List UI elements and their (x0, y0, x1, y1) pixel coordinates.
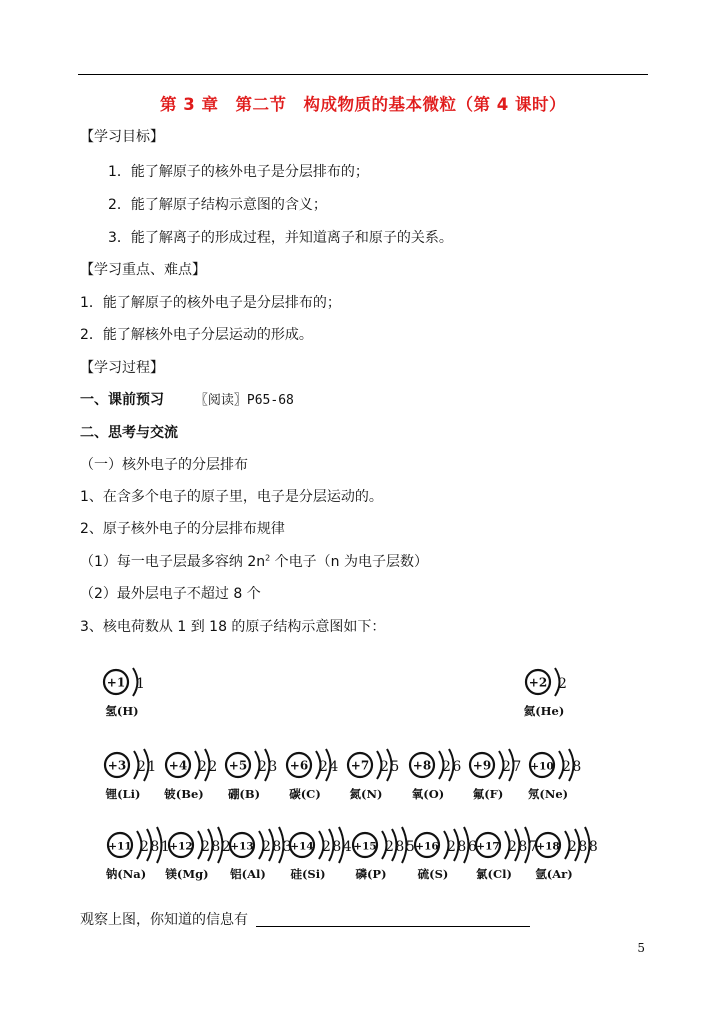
keypoints-heading: 【学习重点、难点】 (80, 262, 206, 278)
rule-2: （2）最外层电子不超过 8 个 (80, 586, 261, 602)
shell-electron-counts: 22 (198, 759, 219, 775)
rule-1-text: （1）每一电子层最多容纳 2n (80, 554, 266, 570)
element-name: 钠(Na) (105, 867, 147, 881)
atom-diagram (287, 749, 340, 801)
atom-diagram (348, 749, 401, 801)
nuclear-charge: +7 (350, 758, 370, 773)
nuclear-charge: +2 (528, 675, 548, 690)
atom-diagram (230, 827, 293, 881)
goal-item-1: 1．能了解原子的核外电子是分层排布的； (108, 164, 369, 180)
atom-diagram (290, 827, 353, 881)
nuclear-charge: +9 (472, 758, 492, 773)
nuclear-charge: +16 (415, 840, 439, 853)
nuclear-charge: +14 (290, 840, 314, 853)
nuclear-charge: +8 (412, 758, 432, 773)
preview-line (80, 391, 294, 410)
atom-diagram (105, 749, 158, 801)
shell-electron-counts: 283 (262, 839, 294, 855)
atom-diagram (524, 668, 569, 718)
shell-electron-counts: 21 (137, 759, 158, 775)
shell-electron-counts: 27 (502, 759, 523, 775)
atom-diagram (353, 827, 416, 881)
element-name: 氟(F) (472, 787, 504, 801)
nuclear-charge: +5 (228, 758, 248, 773)
header-rule (78, 74, 648, 75)
nuclear-charge: +11 (108, 840, 132, 853)
atom-diagram (470, 749, 523, 801)
atom-diagram (535, 827, 599, 881)
item-3: 3、核电荷数从 1 到 18 的原子结构示意图如下： (80, 619, 386, 635)
nuclear-charge: +6 (289, 758, 309, 773)
atom-diagram (410, 749, 463, 801)
goals-heading: 【学习目标】 (80, 129, 164, 145)
sub-heading: （一）核外电子的分层排布 (80, 457, 248, 473)
preview-label: 一、课前预习 (80, 392, 164, 408)
item-2: 2、原子核外电子的分层排布规律 (80, 521, 285, 537)
atom-diagram (164, 827, 232, 881)
rule-1-exponent: 2 (265, 553, 271, 563)
rule-1-tail: 个电子（n 为电子层数） (270, 554, 429, 570)
shell-electron-counts: 2 (558, 676, 569, 692)
nuclear-charge: +15 (353, 840, 377, 853)
element-name: 氦(He) (523, 704, 565, 718)
keypoint-item-2: 2．能了解核外电子分层运动的形成。 (80, 327, 313, 343)
observe-prompt: 观察上图，你知道的信息有 (80, 912, 248, 928)
atom-diagram (164, 749, 219, 801)
element-name: 铝(Al) (230, 867, 266, 881)
process-heading: 【学习过程】 (80, 360, 164, 376)
element-name: 镁(Mg) (165, 867, 209, 881)
element-name: 氖(Ne) (527, 787, 569, 801)
atom-diagram (106, 827, 171, 881)
atom-diagram (104, 668, 146, 718)
nuclear-charge: +4 (168, 758, 188, 773)
element-name: 氯(Cl) (476, 867, 512, 881)
shell-electron-counts: 288 (568, 839, 600, 855)
nuclear-charge: +17 (476, 840, 500, 853)
element-name: 铍(Be) (164, 787, 204, 801)
shell-electron-counts: 28 (562, 759, 583, 775)
keypoint-item-1: 1．能了解原子的核外电子是分层排布的； (80, 295, 341, 311)
shell-electron-counts: 25 (380, 759, 401, 775)
shell-electron-counts: 287 (508, 839, 540, 855)
element-name: 硅(Si) (290, 867, 326, 881)
atom-diagram (415, 827, 478, 881)
element-name: 碳(C) (289, 787, 321, 801)
goal-item-3: 3．能了解离子的形成过程，并知道离子和原子的关系。 (108, 230, 453, 246)
element-name: 氧(O) (411, 787, 445, 801)
rule-1 (80, 553, 428, 571)
atom-diagram (528, 749, 583, 801)
answer-blank[interactable] (256, 926, 530, 927)
nuclear-charge: +10 (530, 760, 554, 773)
shell-electron-counts: 23 (258, 759, 279, 775)
shell-electron-counts: 24 (319, 759, 340, 775)
element-name: 锂(Li) (105, 787, 141, 801)
nuclear-charge: +12 (169, 840, 193, 853)
element-name: 磷(P) (355, 867, 387, 881)
nuclear-charge: +1 (106, 675, 126, 690)
shell-electron-counts: 1 (136, 676, 147, 692)
discuss-heading: 二、思考与交流 (80, 425, 178, 441)
atom-diagram (476, 827, 539, 881)
shell-electron-counts: 285 (385, 839, 417, 855)
element-name: 氢(H) (105, 704, 139, 718)
page-title: 第 3 章 第二节 构成物质的基本微粒（第 4 课时） (160, 95, 566, 114)
atom-diagram (226, 749, 279, 801)
shell-electron-counts: 286 (447, 839, 479, 855)
shell-electron-counts: 26 (442, 759, 463, 775)
preview-reading: 〖阅读〗P65-68 (194, 393, 294, 408)
element-name: 硼(B) (227, 787, 261, 801)
element-name: 氮(N) (349, 787, 383, 801)
shell-electron-counts: 282 (201, 839, 233, 855)
nuclear-charge: +13 (230, 840, 254, 853)
nuclear-charge: +18 (536, 840, 560, 853)
element-name: 硫(S) (417, 867, 449, 881)
page-number: 5 (637, 941, 645, 955)
element-name: 氩(Ar) (535, 867, 573, 881)
atom-structure-figure (92, 655, 612, 905)
item-1: 1、在含多个电子的原子里，电子是分层运动的。 (80, 489, 383, 505)
goal-item-2: 2．能了解原子结构示意图的含义； (108, 197, 327, 213)
nuclear-charge: +3 (107, 758, 127, 773)
shell-electron-counts: 284 (322, 839, 354, 855)
shell-electron-counts: 281 (140, 839, 172, 855)
